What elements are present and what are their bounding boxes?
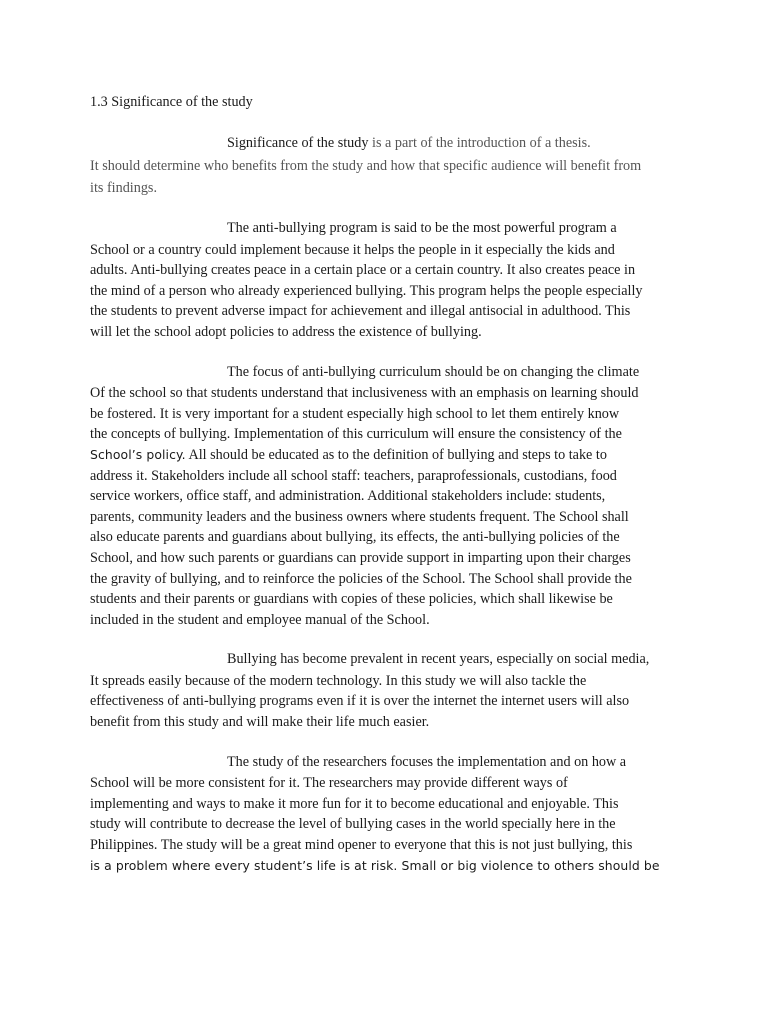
paragraph-line	[90, 132, 690, 154]
paragraph-line: Bullying has become prevalent in recent years, especially on social media,	[227, 651, 650, 668]
paragraph-line: The anti-bullying program is said to be the most powerful program a	[227, 220, 617, 236]
paragraph-line: study will contribute to decrease the level of bullying cases in the world specially here in the	[90, 816, 616, 833]
paragraph-line: The focus of anti-bullying curriculum should be on changing the climate	[227, 363, 640, 380]
line-rest: All should be educated as to the definition of bullying and steps to take to	[185, 446, 607, 463]
paragraph-line: service workers, office staff, and administration. Additional stakeholders include: students,	[90, 488, 606, 505]
paragraph-line: is a problem where every student’s life is at risk. Small or big violence to others should be	[90, 857, 660, 873]
paragraph-line: included in the student and employee manual of the School.	[90, 611, 430, 628]
paragraph-line: effectiveness of anti-bullying programs even if it is over the internet the internet users will also	[90, 693, 630, 710]
paragraph-definition	[90, 132, 690, 199]
paragraph-line: implementing and ways to make it more fun for it to become educational and enjoyable. This	[90, 795, 619, 812]
paragraph-line: adults. Anti-bullying creates peace in a certain place or a certain country. It also creates peace in	[90, 262, 636, 279]
paragraph-anti-bullying-program	[90, 218, 690, 343]
paragraph-line: School will be more consistent for it. The researchers may provide different ways of	[90, 775, 568, 792]
paragraph-line: The study of the researchers focuses the implementation and on how a	[227, 753, 627, 770]
alt-font-fragment: School’s policy.	[90, 446, 186, 462]
section-heading: 1.3 Significance of the study	[90, 94, 253, 110]
paragraph-line: the gravity of bullying, and to reinforce the policies of the School. The School shall provide the	[90, 570, 632, 587]
paragraph-line: also educate parents and guardians about bullying, its effects, the anti-bullying policies of the	[90, 529, 620, 546]
paragraph-line: the mind of a person who already experienced bullying. This program helps the people especially	[90, 282, 643, 299]
paragraph-line: It should determine who benefits from the study and how that specific audience will benefit from	[90, 158, 642, 174]
paragraph-line: will let the school adopt policies to address the existence of bullying.	[90, 323, 482, 340]
paragraph-line: Philippines. The study will be a great mind opener to everyone that this is not just bullying, this	[90, 837, 633, 854]
document-page	[90, 92, 690, 895]
paragraph-researchers-study	[90, 752, 690, 877]
paragraph-line: It spreads easily because of the modern technology. In this study we will also tackle the	[90, 672, 587, 689]
paragraph-line: the concepts of bullying. Implementation of this curriculum will ensure the consistency of the	[90, 426, 622, 443]
paragraph-social-media	[90, 649, 690, 732]
paragraph-line: parents, community leaders and the business owners where students frequent. The School shall	[90, 508, 629, 525]
term-explanation: is a part of the introduction of a thesis.	[368, 135, 591, 151]
paragraph-line: address it. Stakeholders include all school staff: teachers, paraprofessionals, custodians, food	[90, 467, 617, 484]
term-highlight: Significance of the study	[227, 135, 369, 151]
paragraph-line	[90, 445, 690, 466]
paragraph-line: School, and how such parents or guardians can provide support in imparting upon their charges	[90, 549, 631, 566]
paragraph-line: students and their parents or guardians with copies of these policies, which shall likewise be	[90, 591, 613, 608]
paragraph-curriculum-focus	[90, 362, 690, 631]
paragraph-line: School or a country could implement because it helps the people in it especially the kids and	[90, 241, 615, 258]
paragraph-line: its findings.	[90, 180, 158, 196]
paragraph-line: Of the school so that students understand that inclusiveness with an emphasis on learning should	[90, 385, 639, 402]
paragraph-line: be fostered. It is very important for a student especially high school to let them entirely know	[90, 405, 620, 422]
paragraph-line: benefit from this study and will make their life much easier.	[90, 714, 430, 731]
paragraph-line: the students to prevent adverse impact for achievement and illegal antisocial in adulthood. This	[90, 303, 631, 320]
